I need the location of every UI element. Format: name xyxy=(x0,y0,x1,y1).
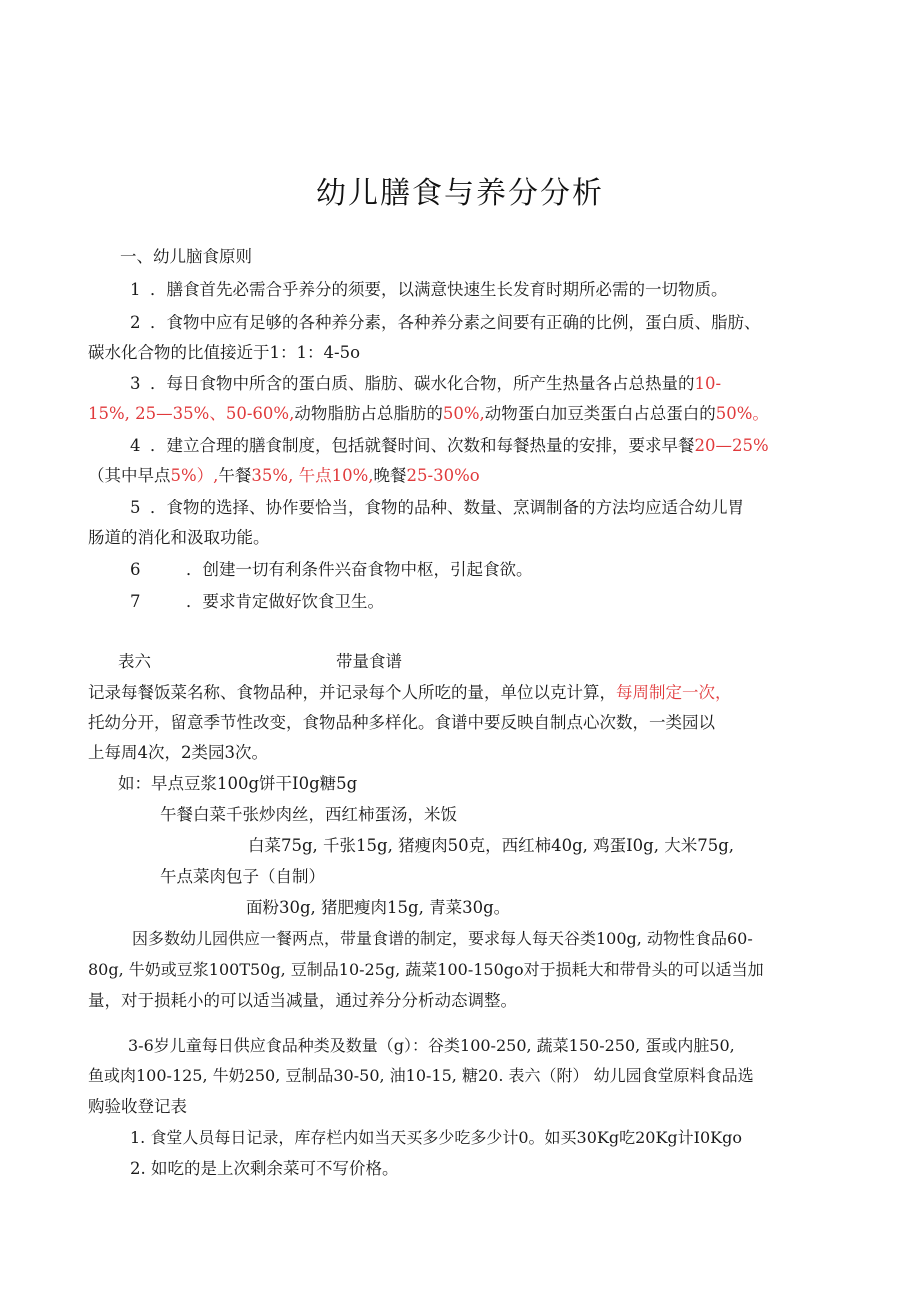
highlighted-text: 每周制定一次， xyxy=(616,683,732,702)
list-item xyxy=(130,311,761,335)
item-text: ．建立合理的膳食制度，包括就餐时间、次数和每餐热量的安排，要求早餐 xyxy=(150,436,695,455)
item-text: ．膳食首先必需合乎养分的须要，以满意快速生长发育时期所必需的一切物质。 xyxy=(150,280,728,299)
list-item xyxy=(130,558,533,582)
note-item: 1. 食堂人员每日记录，库存栏内如当天买多少吃多少计0。如买30Kg吃20Kg计I0Kgo xyxy=(130,1128,742,1147)
list-item xyxy=(130,434,769,458)
list-item xyxy=(130,372,721,396)
item-text: 午餐 xyxy=(218,466,252,485)
highlighted-text: 35%, 午点10%, xyxy=(251,466,374,485)
table-label: 表六 xyxy=(118,652,151,671)
highlighted-text: 15%, 25—35%、50-60%, xyxy=(88,404,295,423)
highlighted-text: 10- xyxy=(694,374,722,393)
menu-lunch-detail: 白菜75g, 千张15g, 猪瘦肉50克，西红柿40g, 鸡蛋I0g, 大米75g, xyxy=(248,836,735,855)
item-number: 4 xyxy=(130,436,141,455)
item-text: 动物蛋白加豆类蛋白占总蛋白的 xyxy=(484,404,716,423)
item-text: 晚餐 xyxy=(373,466,407,485)
highlighted-text: 50%。 xyxy=(715,404,769,423)
list-item xyxy=(130,590,384,614)
menu-example: 如：早点豆浆100g饼干I0g糖5g xyxy=(118,774,358,793)
menu-snack-detail: 面粉30g, 猪肥瘦肉15g, 青菜30g。 xyxy=(246,898,511,917)
item-text-continued xyxy=(88,402,769,426)
item-text: ．要求肯定做好饮食卫生。 xyxy=(186,592,384,611)
item-number: 6 xyxy=(130,560,141,579)
paragraph-line: 上每周4次，2类园3次。 xyxy=(88,743,268,762)
paragraph-line: 鱼或肉100-125, 牛奶250, 豆制品30-50, 油10-15, 糖20. 表六（附） 幼儿园食堂原料食品选 xyxy=(88,1066,754,1085)
item-text: ．食物中应有足够的各种养分素，各种养分素之间要有正确的比例，蛋白质、脂肪、 xyxy=(150,313,761,332)
paragraph-line: 量，对于损耗小的可以适当减量，通过养分分析动态调整。 xyxy=(88,991,517,1010)
page-title: 幼儿膳食与养分分析 xyxy=(316,176,604,211)
paragraph-text: 记录每餐饭菜名称、食物品种，并记录每个人所吃的量，单位以克计算， xyxy=(88,683,616,702)
highlighted-text: 5%）, xyxy=(170,466,219,485)
item-text: ．每日食物中所含的蛋白质、脂肪、碳水化合物，所产生热量各占总热量的 xyxy=(150,374,695,393)
item-text: 动物脂肪占总脂肪的 xyxy=(294,404,443,423)
item-number: 2 xyxy=(130,313,141,332)
menu-snack: 午点菜肉包子（自制） xyxy=(160,867,325,886)
paragraph-line: 购验收登记表 xyxy=(88,1097,187,1116)
highlighted-text: 50%, xyxy=(442,404,485,423)
item-text-continued xyxy=(88,464,480,488)
item-text: （其中早点 xyxy=(88,466,171,485)
item-number: 1 xyxy=(130,280,141,299)
highlighted-text: 25-30%o xyxy=(406,466,480,485)
item-number: 5 xyxy=(130,498,141,517)
item-text-continued: 碳水化合物的比值接近于1：1：4-5o xyxy=(88,343,361,362)
table-name: 带量食谱 xyxy=(336,652,402,671)
paragraph-line: 80g, 牛奶或豆浆100T50g, 豆制品10-25g, 蔬菜100-150go对于损耗大和带骨头的可以适当加 xyxy=(88,960,764,979)
note-item: 2. 如吃的是上次剩余菜可不写价格。 xyxy=(130,1159,399,1178)
item-text: ．食物的选择、协作要恰当，食物的品种、数量、烹调制备的方法均应适合幼儿胃 xyxy=(150,498,744,517)
paragraph-line: 因多数幼儿园供应一餐两点，带量食谱的制定，要求每人每天谷类100g, 动物性食品60- xyxy=(132,929,753,948)
section-heading: 一、幼儿脑食原则 xyxy=(120,247,252,266)
paragraph-line: 托幼分开，留意季节性改变，食物品种多样化。食谱中要反映自制点心次数，一类园以 xyxy=(88,713,715,732)
item-number: 7 xyxy=(130,592,141,611)
item-number: 3 xyxy=(130,374,141,393)
item-text: ．创建一切有利条件兴奋食物中枢，引起食欲。 xyxy=(186,560,533,579)
list-item xyxy=(130,496,744,520)
highlighted-text: 20—25% xyxy=(694,436,769,455)
list-item xyxy=(130,278,728,302)
paragraph-line xyxy=(88,681,732,705)
menu-lunch: 午餐白菜千张炒肉丝，西红柿蛋汤，米饭 xyxy=(160,805,457,824)
paragraph-line: 3-6岁儿童每日供应食品种类及数量（g）：谷类100-250, 蔬菜150-250, 蛋或内脏50, xyxy=(128,1036,735,1055)
item-text-continued: 肠道的消化和汲取功能。 xyxy=(88,528,270,547)
